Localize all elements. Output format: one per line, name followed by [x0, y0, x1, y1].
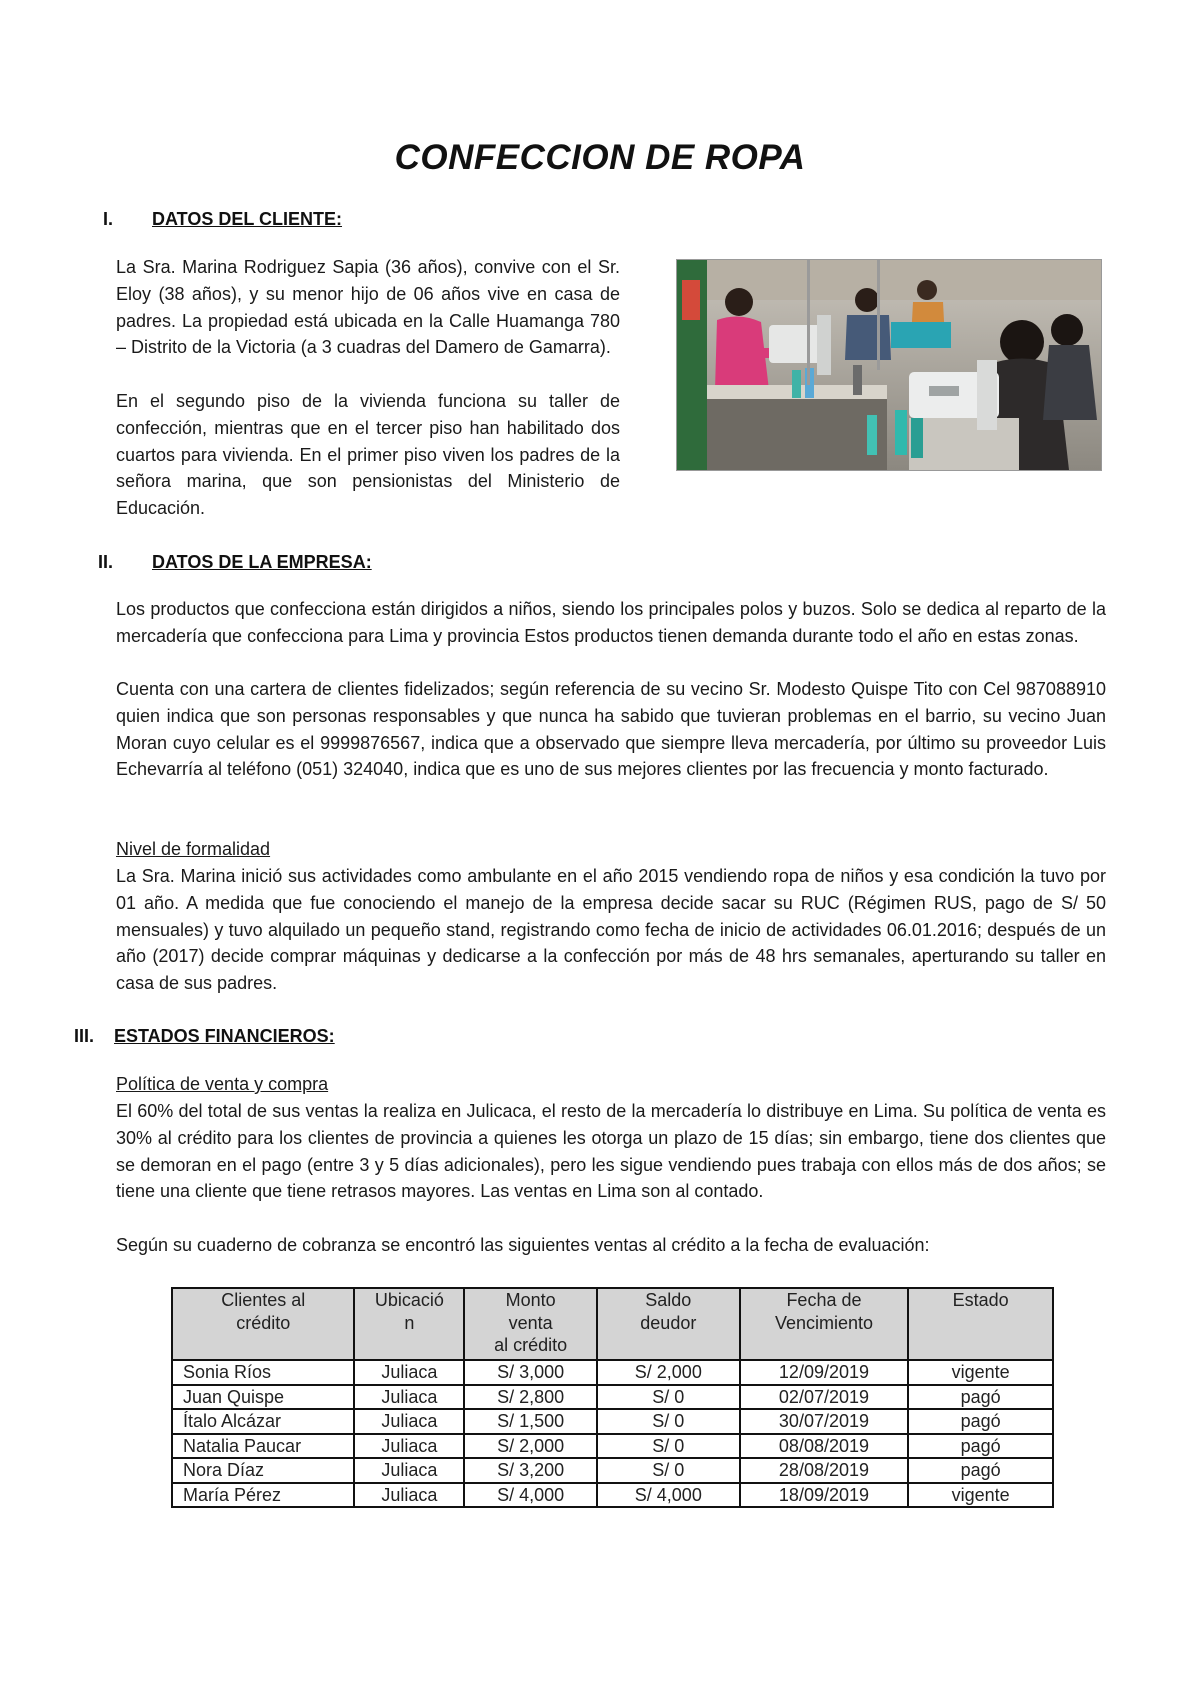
cell-location: Juliaca [354, 1409, 464, 1434]
cell-amount: S/ 3,200 [464, 1458, 597, 1483]
cell-amount: S/ 1,500 [464, 1409, 597, 1434]
table-row [172, 1434, 1053, 1459]
credit-sales-table [171, 1287, 1054, 1508]
header-location: Ubicació n [354, 1288, 464, 1360]
client-paragraph-1: La Sra. Marina Rodriguez Sapia (36 años), convive con el Sr. Eloy (38 años), y su menor hijo de 06 años vive en casa de padres. La propiedad está ubicada en la Calle Huamanga 780 – Distrito de la Victoria (a 3 cuadras del Damero de Gamarra). [116, 257, 620, 358]
formality-subheading-text: Nivel de formalidad [116, 839, 271, 859]
table-row [172, 1483, 1053, 1508]
table-header-row [172, 1288, 1053, 1360]
header-due-date: Fecha de Vencimiento [740, 1288, 909, 1360]
sales-policy-paragraph: El 60% del total de sus ventas la realiza en Julicaca, el resto de la mercadería lo distribuye en Lima. Su política de venta es 30% al crédito para los clientes de provincia a quienes les otorga un plazo de 15 días; sin embargo, tiene dos clientes que se demoran en el pago (entre 3 y 5 días adicionales), pero les sigue vendiendo pues trabaja con ellos más de dos años; se tiene una cliente que tiene retrasos mayores. Las ventas en Lima son al contado. [116, 1101, 1106, 1202]
cell-client: Sonia Ríos [172, 1360, 354, 1385]
cell-balance: S/ 0 [597, 1458, 740, 1483]
cell-due-date: 30/07/2019 [740, 1409, 909, 1434]
cell-status: vigente [908, 1483, 1053, 1508]
cell-amount: S/ 4,000 [464, 1483, 597, 1508]
company-paragraph-2: Cuenta con una cartera de clientes fidelizados; según referencia de su vecino Sr. Modesto Quispe Tito con Cel 987088910 quien indica que son personas responsables y que nunca ha sabido que tuvieran problemas en el barrio, su vecino Juan Moran cuyo celular es el 9999876567, indica que a observado que siempre lleva mercadería, por último su proveedor Luis Echevarría al teléfono (051) 324040, indica que es uno de sus mejores clientes por las frecuencia y monto facturado. [116, 679, 1106, 780]
cell-balance: S/ 4,000 [597, 1483, 740, 1508]
cell-due-date: 28/08/2019 [740, 1458, 909, 1483]
cell-client: Ítalo Alcázar [172, 1409, 354, 1434]
header-amount: Monto venta al crédito [464, 1288, 597, 1360]
cell-location: Juliaca [354, 1434, 464, 1459]
cell-client: Natalia Paucar [172, 1434, 354, 1459]
cell-location: Juliaca [354, 1385, 464, 1410]
formality-paragraph: La Sra. Marina inició sus actividades como ambulante en el año 2015 vendiendo ropa de niños y esa condición la tuvo por 01 año. A medida que fue conociendo el manejo de la empresa decide sacar su RUC (Régimen RUS, pago de S/ 50 mensuales) y tuvo alquilado un pequeño stand, registrando como fecha de inicio de actividades 06.01.2016; después de un año (2017) decide comprar máquinas y dedicarse a la confección por más de 48 hrs semanales, aperturando su taller en casa de sus padres. [116, 866, 1106, 994]
header-balance: Saldo deudor [597, 1288, 740, 1360]
cell-client: Nora Díaz [172, 1458, 354, 1483]
cell-due-date: 02/07/2019 [740, 1385, 909, 1410]
section-3-number: III. [74, 1026, 95, 1046]
header-status: Estado [908, 1288, 1053, 1360]
cell-balance: S/ 2,000 [597, 1360, 740, 1385]
company-paragraph-1: Los productos que confecciona están dirigidos a niños, siendo los principales polos y buzos. Solo se dedica al reparto de la mercadería que confecciona para Lima y provincia Estos productos tienen demanda durante todo el año en estas zonas. [116, 599, 1106, 646]
section-2-title: DATOS DE LA EMPRESA: [152, 552, 372, 572]
cell-status: pagó [908, 1385, 1053, 1410]
section-2-heading [98, 552, 372, 573]
sales-policy-subheading-text: Política de venta y compra [116, 1074, 329, 1094]
section-3-heading [74, 1026, 335, 1047]
cell-due-date: 18/09/2019 [740, 1483, 909, 1508]
table-row [172, 1409, 1053, 1434]
table-row [172, 1458, 1053, 1483]
collection-intro-paragraph: Según su cuaderno de cobranza se encontró las siguientes ventas al crédito a la fecha de evaluación: [116, 1235, 930, 1255]
cell-amount: S/ 3,000 [464, 1360, 597, 1385]
cell-location: Juliaca [354, 1360, 464, 1385]
cell-status: pagó [908, 1434, 1053, 1459]
section-3-title: ESTADOS FINANCIEROS: [114, 1026, 335, 1046]
cell-status: pagó [908, 1409, 1053, 1434]
document-title: CONFECCION DE ROPA [394, 138, 806, 177]
header-client: Clientes al crédito [172, 1288, 354, 1360]
section-1-number: I. [103, 209, 114, 229]
section-2-number: II. [98, 552, 114, 572]
cell-client: Juan Quispe [172, 1385, 354, 1410]
cell-location: Juliaca [354, 1458, 464, 1483]
sewing-workshop-photo [676, 259, 1102, 471]
cell-balance: S/ 0 [597, 1409, 740, 1434]
formality-subheading [116, 836, 1106, 863]
cell-status: pagó [908, 1458, 1053, 1483]
table-row [172, 1385, 1053, 1410]
cell-status: vigente [908, 1360, 1053, 1385]
cell-location: Juliaca [354, 1483, 464, 1508]
cell-due-date: 08/08/2019 [740, 1434, 909, 1459]
sales-policy-subheading [116, 1071, 1106, 1098]
cell-balance: S/ 0 [597, 1434, 740, 1459]
client-paragraph-2: En el segundo piso de la vivienda funciona su taller de confección, mientras que en el tercer piso han habilitado dos cuartos para vivienda. En el primer piso viven los padres de la señora marina, que son pensionistas del Ministerio de Educación. [116, 391, 620, 519]
section-1-title: DATOS DEL CLIENTE: [152, 209, 343, 229]
cell-balance: S/ 0 [597, 1385, 740, 1410]
cell-client: María Pérez [172, 1483, 354, 1508]
cell-amount: S/ 2,800 [464, 1385, 597, 1410]
section-1-heading [103, 209, 343, 230]
cell-due-date: 12/09/2019 [740, 1360, 909, 1385]
cell-amount: S/ 2,000 [464, 1434, 597, 1459]
table-row [172, 1360, 1053, 1385]
